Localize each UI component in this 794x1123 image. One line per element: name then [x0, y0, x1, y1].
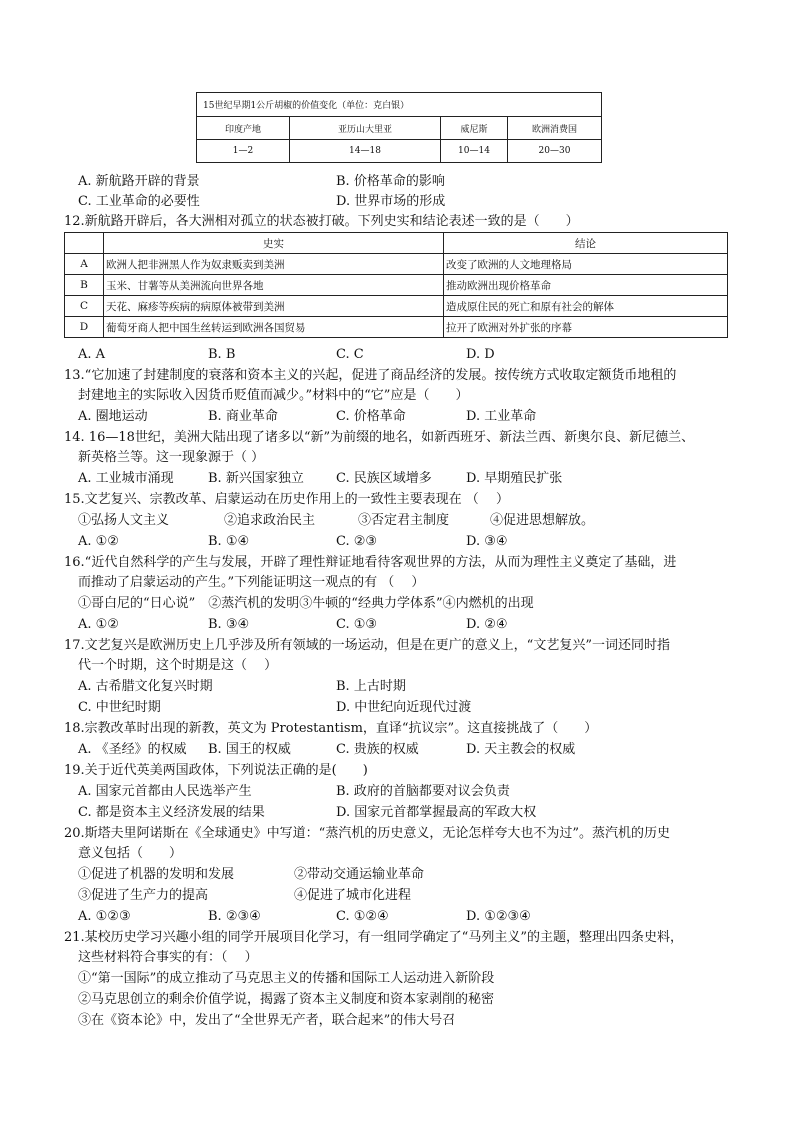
statement-item: ②马克思创立的剩余价值学说，揭露了资本主义制度和资本家剥削的秘密	[78, 992, 495, 1007]
option-b: B. 上古时期	[336, 679, 406, 694]
question-stem-cont: 而推动了启蒙运动的产生。”下列能证明这一观点的有 （ ）	[78, 575, 425, 590]
option-d: D. 国家元首都掌握最高的军政大权	[336, 805, 537, 820]
row-conclusion: 改变了欧洲的人文地理格局	[444, 254, 728, 275]
table-cell: 10—14	[441, 140, 508, 163]
table-header	[65, 233, 104, 254]
row-fact: 天花、麻疹等疾病的病原体被带到美洲	[104, 296, 444, 317]
option-c: C. 都是资本主义经济发展的结果	[78, 805, 265, 820]
option-d: D. ②④	[466, 617, 508, 632]
option-d: D. 早期殖民扩张	[466, 471, 563, 486]
statement-item: ①弘扬人文主义	[78, 513, 170, 528]
question-stem-cont: 封建地主的实际收入因货币贬值而减少。”材料中的“它”应是（ ）	[78, 388, 469, 403]
option-a: A. 工业城市涌现	[78, 471, 174, 486]
statement-item: ②带动交通运输业革命	[294, 867, 425, 882]
table-header: 欧洲消费国	[508, 117, 602, 140]
statement-item: ③否定君主制度	[358, 513, 450, 528]
question-stem: 13.“它加速了封建制度的衰落和资本主义的兴起，促进了商品经济的发展。按传统方式收取定额货币地租的	[64, 368, 677, 383]
option-c: C. 民族区域增多	[336, 471, 432, 486]
option-c: C. 贵族的权威	[336, 742, 419, 757]
question-stem-cont: 新英格兰等。这一现象源于（ ）	[78, 450, 265, 465]
question-stem: 17.文艺复兴是欧洲历史上几乎涉及所有领域的一场运动，但是在更广的意义上，“文艺复兴”一词还同时指	[64, 638, 670, 653]
option-c: C. C	[336, 347, 364, 362]
option-b: B. 价格革命的影响	[336, 174, 445, 189]
question-stem: 19.关于近代英美两国政体，下列说法正确的是( )	[64, 763, 368, 778]
option-c: C. 中世纪时期	[78, 700, 161, 715]
statement-item: ③在《资本论》中，发出了“全世界无产者，联合起来”的伟大号召	[78, 1013, 456, 1028]
option-b: B. 政府的首脑都要对议会负责	[336, 784, 510, 799]
row-key: D	[65, 317, 104, 338]
row-fact: 欧洲人把非洲黑人作为奴隶贩卖到美洲	[104, 254, 444, 275]
statement-item: ②追求政治民主	[224, 513, 316, 528]
option-b: B. 新兴国家独立	[208, 471, 304, 486]
option-b: B. ③④	[208, 617, 250, 632]
question-stem: 18.宗教改革时出现的新教，英文为 Protestantism，直译“抗议宗”。这直接挑战了（ ）	[64, 721, 598, 736]
option-b: B. 国王的权威	[208, 742, 291, 757]
question-stem: 16.“近代自然科学的产生与发展，开辟了理性辩证地看待客观世界的方法，从而为理性主义奠定了基础，进	[64, 555, 677, 570]
question-stem: 14. 16—18世纪，美洲大陆出现了诸多以“新”为前缀的地名，如新西班牙、新法兰西、新奥尔良、新尼德兰、	[64, 430, 695, 445]
table-cell: 20—30	[508, 140, 602, 163]
table-cell: 1—2	[197, 140, 290, 163]
question-stem-cont: 这些材料符合事实的有：（ ）	[78, 950, 258, 965]
row-fact: 葡萄牙商人把中国生丝转运到欧洲各国贸易	[104, 317, 444, 338]
option-c: C. 价格革命	[336, 409, 406, 424]
row-key: B	[65, 275, 104, 296]
question-stem-cont: 代一个时期，这个时期是这（ ）	[78, 658, 278, 673]
statement-item: ①促进了机器的发明和发展	[78, 867, 235, 882]
option-d: D. ①②③④	[466, 909, 531, 924]
question-stem: 20.斯塔夫里阿诺斯在《全球通史》中写道：“蒸汽机的历史意义，无论怎样夸大也不为过”。蒸汽机的历史	[64, 826, 670, 841]
option-a: A. 国家元首都由人民选举产生	[78, 784, 252, 799]
option-d: D. 中世纪向近现代过渡	[336, 700, 472, 715]
row-conclusion: 造成原住民的死亡和原有社会的解体	[444, 296, 728, 317]
option-a: A. ①②	[78, 534, 119, 549]
option-a: A. 圈地运动	[78, 409, 148, 424]
table-header: 史实	[104, 233, 444, 254]
question-stem-cont: 意义包括（ ）	[78, 846, 183, 861]
row-key: A	[65, 254, 104, 275]
statement-item: ①“第一国际”的成立推动了马克思主义的传播和国际工人运动进入新阶段	[78, 971, 495, 986]
question-stem: 12.新航路开辟后，各大洲相对孤立的状态被打破。下列史实和结论表述一致的是（ ）	[64, 214, 579, 229]
option-a: A. ①②③	[78, 909, 131, 924]
row-conclusion: 推动欧洲出现价格革命	[444, 275, 728, 296]
option-a: A. ①②	[78, 617, 119, 632]
row-fact: 玉米、甘薯等从美洲流向世界各地	[104, 275, 444, 296]
option-d: D. 工业革命	[466, 409, 537, 424]
question-stem: 21.某校历史学习兴趣小组的同学开展项目化学习，有一组同学确定了“马列主义”的主题，整理出四条史料，	[64, 930, 683, 945]
table-header: 威尼斯	[441, 117, 508, 140]
table-header: 印度产地	[197, 117, 290, 140]
option-c: C. ②③	[336, 534, 378, 549]
history-fact-table	[64, 232, 728, 338]
option-a: A. 《圣经》的权威	[78, 742, 187, 757]
statement-items: ①哥白尼的“日心说” ②蒸汽机的发明③牛顿的“经典力学体系”④内燃机的出现	[78, 596, 534, 611]
table-caption: 15世纪早期1公斤胡椒的价值变化（单位：克白银）	[197, 93, 602, 117]
option-d: D. 世界市场的形成	[336, 194, 446, 209]
table-header: 亚历山大里亚	[290, 117, 441, 140]
option-b: B. B	[208, 347, 236, 362]
option-d: D. 天主教会的权威	[466, 742, 576, 757]
option-d: D. D	[466, 347, 495, 362]
statement-item: ④促进了城市化进程	[294, 888, 412, 903]
option-c: C. 工业革命的必要性	[78, 194, 200, 209]
statement-item: ④促进思想解放。	[490, 513, 595, 528]
table-cell: 14—18	[290, 140, 441, 163]
option-d: D. ③④	[466, 534, 508, 549]
pepper-price-table	[196, 92, 602, 163]
option-c: C. ①③	[336, 617, 378, 632]
option-a: A. 古希腊文化复兴时期	[78, 679, 213, 694]
option-b: B. ①④	[208, 534, 250, 549]
option-a: A. 新航路开辟的背景	[78, 174, 200, 189]
statement-item: ③促进了生产力的提高	[78, 888, 209, 903]
table-header: 结论	[444, 233, 728, 254]
row-conclusion: 拉开了欧洲对外扩张的序幕	[444, 317, 728, 338]
option-c: C. ①②④	[336, 909, 389, 924]
option-a: A. A	[78, 347, 106, 362]
option-b: B. 商业革命	[208, 409, 278, 424]
row-key: C	[65, 296, 104, 317]
question-stem: 15.文艺复兴、宗教改革、启蒙运动在历史作用上的一致性主要表现在 （ ）	[64, 492, 509, 507]
option-b: B. ②③④	[208, 909, 261, 924]
